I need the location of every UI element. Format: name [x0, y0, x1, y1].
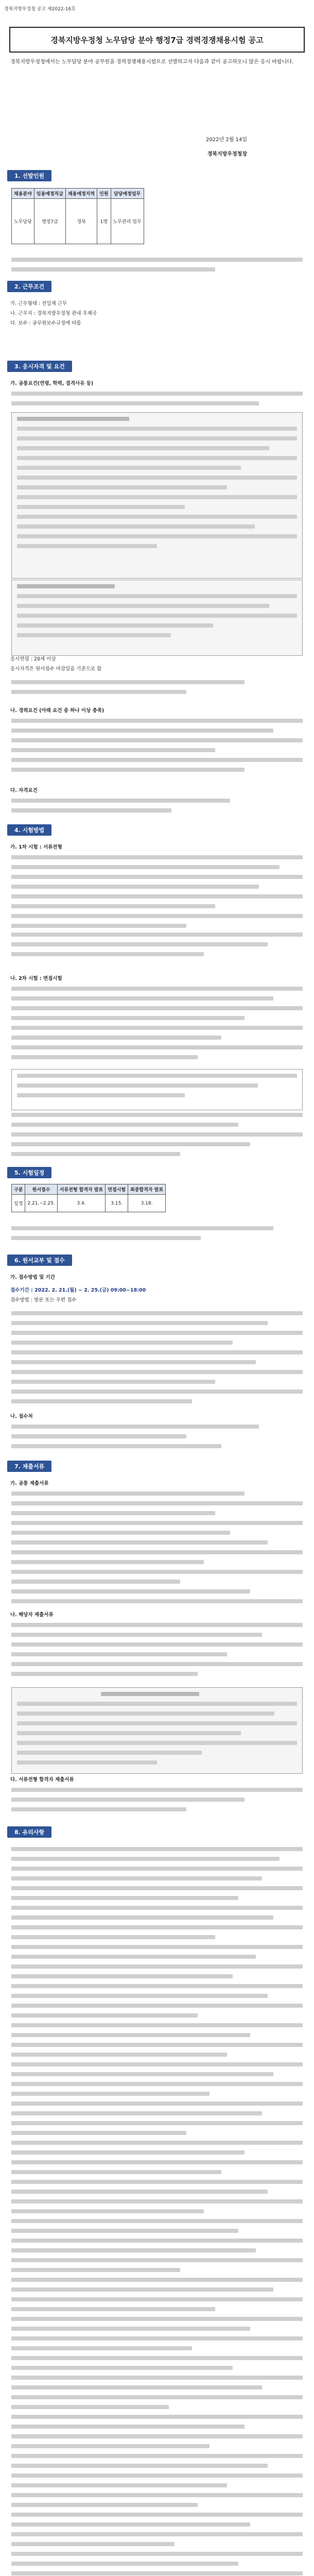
subheading-3c: 다. 자격요건 [10, 788, 38, 793]
document-notice-box [11, 1687, 303, 1774]
condition-line: 다. 보수 : 공무원보수규정에 따름 [10, 320, 81, 326]
table-cell: 경북 [65, 199, 97, 244]
table-cell: 행정7급 [34, 199, 65, 244]
note-line: 응시자격은 원서접수 마감일을 기준으로 함 [10, 666, 102, 672]
conditional-documents [11, 1623, 303, 1682]
recruitment-table [11, 188, 144, 244]
table-header: 채용분야 [12, 189, 34, 199]
interview-criteria-box [11, 1069, 303, 1110]
table-cell: 노무관리 업무 [111, 199, 144, 244]
issuing-org: 경북지방우정청장 [207, 151, 247, 157]
table-cell: 2.21.~2.25. [25, 1195, 57, 1212]
subheading-3a: 가. 공통요건(연령, 학력, 결격사유 등) [10, 381, 94, 386]
submission-office [11, 1425, 303, 1454]
schedule-notes [11, 1226, 303, 1246]
application-period [10, 1285, 304, 1305]
table-row [12, 199, 144, 244]
subheading-7a: 가. 공통 제출서류 [10, 1481, 49, 1486]
notice-date: 2022년 2월 14일 [206, 137, 247, 143]
eligibility-notes [10, 654, 304, 674]
schedule-table [11, 1184, 166, 1212]
section-heading-3: 3. 응시자격 및 요건 [7, 361, 72, 372]
table-header-row [12, 1184, 166, 1195]
precautions-list [11, 1847, 303, 2576]
restriction-box [11, 580, 303, 656]
table-row [12, 1195, 166, 1212]
section-heading-1: 1. 선발인원 [7, 170, 51, 181]
table-cell: 3.15. [106, 1195, 128, 1212]
table-header: 담당예정업무 [111, 189, 144, 199]
experience-requirements [11, 719, 303, 777]
interview-notes [11, 1113, 303, 1162]
subheading-6a: 가. 접수방법 및 기간 [10, 1275, 55, 1280]
section-heading-2: 2. 근무조건 [7, 281, 51, 292]
work-conditions [10, 299, 304, 328]
period-line: 접수기간 : 2022. 2. 21.(월) ~ 2. 25.(금) 09:00~18:00 [10, 1287, 146, 1293]
condition-line: 나. 근무지 : 경북지방우정청 관내 우체국 [10, 311, 97, 316]
table-header: 면접시험 [106, 1184, 128, 1195]
table-cell: 3.18. [128, 1195, 166, 1212]
interview-text [11, 987, 303, 1065]
table-header: 인원 [97, 189, 111, 199]
common-documents [11, 1492, 303, 1609]
condition-line: 가. 근무형태 : 전일제 근무 [10, 301, 67, 307]
passer-documents [11, 1788, 303, 1817]
section-heading-5: 5. 시험일정 [7, 1167, 51, 1178]
table-header: 채용예정지역 [65, 189, 97, 199]
qualification-requirements [11, 799, 303, 818]
table-cell: 3.4. [57, 1195, 106, 1212]
table-header: 최종합격자 발표 [128, 1184, 166, 1195]
document-screening-text [11, 855, 303, 934]
subheading-6b: 나. 접수처 [10, 1414, 33, 1419]
subheading-4a: 가. 1차 시험 : 서류전형 [10, 844, 62, 850]
table-header: 원서접수 [25, 1184, 57, 1195]
section-heading-4: 4. 시험방법 [7, 824, 51, 836]
document-screening-notes [11, 933, 303, 962]
eligibility-text [11, 392, 303, 411]
subheading-7b: 나. 해당자 제출서류 [10, 1612, 54, 1618]
table-header: 서류전형 합격자 발표 [57, 1184, 106, 1195]
eligibility-text [11, 680, 303, 700]
table-cell: 일정 [12, 1195, 25, 1212]
table-header: 임용예정직급 [34, 189, 65, 199]
method-line: 접수방법 : 방문 또는 우편 접수 [10, 1297, 77, 1303]
table-header-row [12, 189, 144, 199]
subheading-3b: 나. 경력요건 (아래 요건 중 하나 이상 충족) [10, 708, 104, 714]
application-notes [11, 1311, 303, 1409]
note-line: 응시연령 : 20세 이상 [10, 656, 56, 662]
section-heading-7: 7. 제출서류 [7, 1461, 51, 1472]
notice-number: 경북지방우정청 공고 제2022-16호 [4, 7, 76, 12]
subheading-4b: 나. 2차 시험 : 면접시험 [10, 976, 62, 981]
intro-paragraph: 경북지방우정청에서는 노무담당 분야 공무원을 경력경쟁채용시험으로 선발하고자 다음과 같이 공고하오니 많은 응시 바랍니다. [10, 59, 294, 65]
section-heading-8: 8. 유의사항 [7, 1826, 51, 1838]
table-cell: 노무담당 [12, 199, 34, 244]
table-cell: 1명 [97, 199, 111, 244]
section-heading-6: 6. 원서교부 및 접수 [7, 1255, 72, 1266]
table-footnote [11, 258, 303, 277]
table-header: 구분 [12, 1184, 25, 1195]
subheading-7c: 다. 서류전형 합격자 제출서류 [10, 1777, 74, 1783]
disqualification-box [11, 412, 303, 579]
page-title: 경북지방우정청 노무담당 분야 행정7급 경력경쟁채용시험 공고 [9, 27, 305, 53]
